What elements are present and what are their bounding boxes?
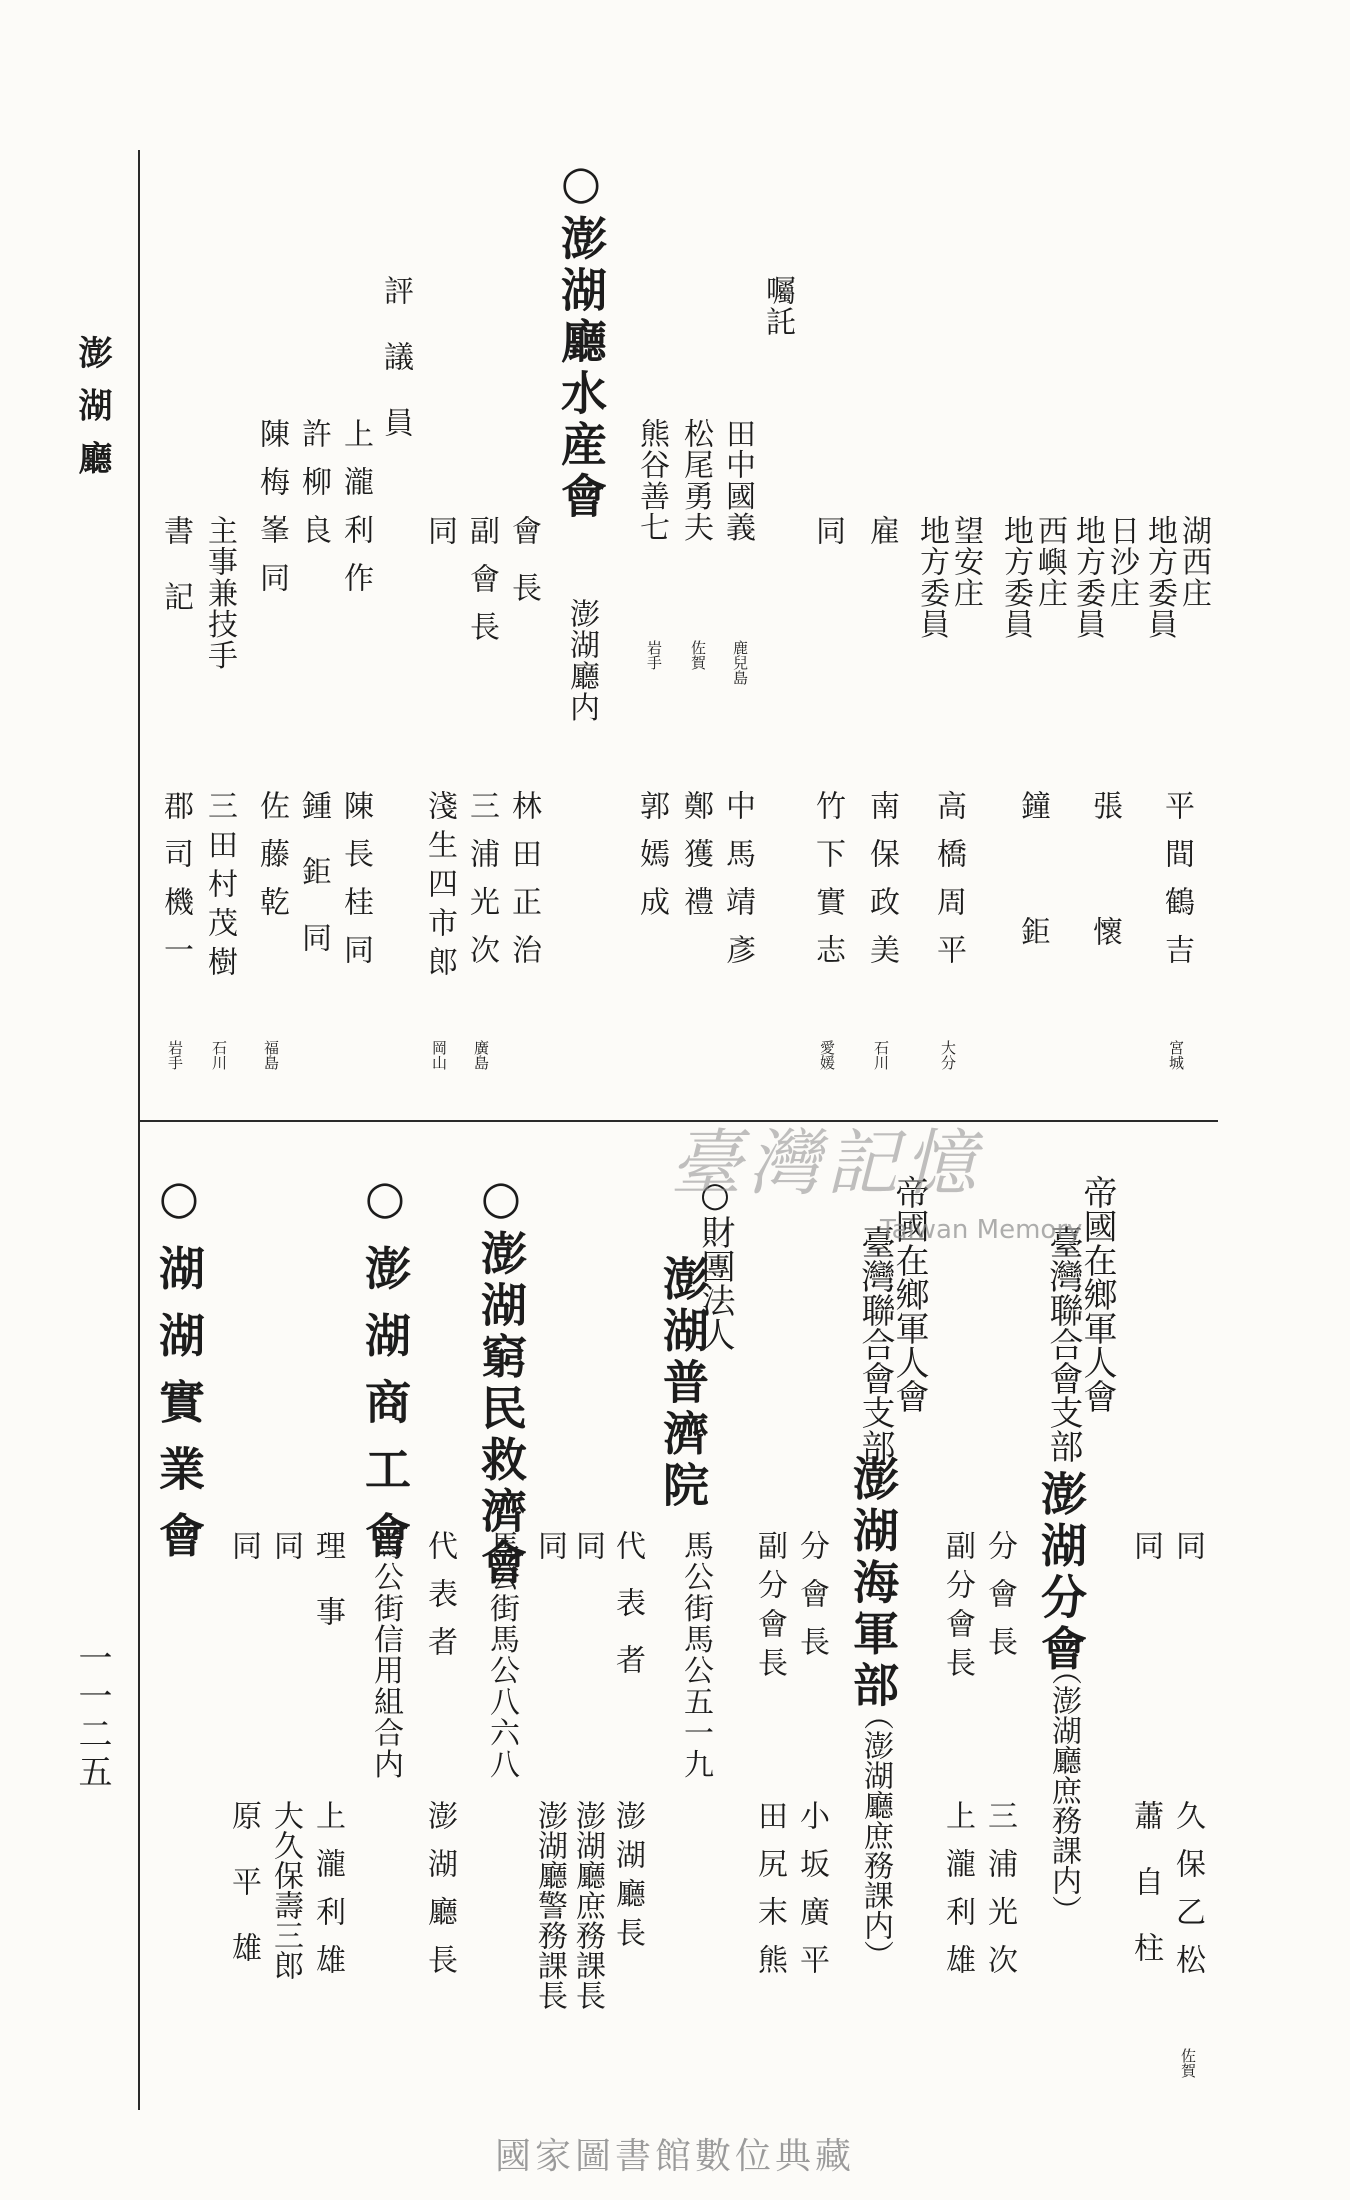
relief-rep-name: 澎湖廳長 — [610, 1800, 645, 1956]
commissioner-role: 地方委員 — [1142, 515, 1177, 640]
councillor-extra: 鍾鉅同 — [296, 790, 331, 988]
same-role: 同 — [810, 515, 845, 547]
councillor-extra: 佐藤乾 — [254, 790, 289, 934]
vice-president-origin: 廣島 — [472, 1040, 490, 1070]
entrusted-heading: 囑託 — [760, 275, 795, 338]
relief-address: 馬公街馬公五一九 — [678, 1530, 713, 1780]
entrusted-name: 熊谷善七 — [634, 418, 669, 543]
councillor-name: 許柳良 — [296, 418, 331, 562]
poor-relief-rep-name: 澎湖廳長 — [422, 1800, 457, 1992]
commissioner-place: 日沙庄 — [1104, 515, 1139, 609]
same-name: 竹下實志 — [810, 790, 845, 982]
left-margin-rule — [138, 150, 140, 2110]
branch-same-origin: 佐賀 — [1179, 2048, 1197, 2078]
vice-president-name: 三浦光次 — [464, 790, 499, 982]
navy-location: （澎湖廳庶務課内） — [858, 1700, 893, 1970]
commissioner-place: 望安庄 — [948, 515, 983, 609]
entrusted-note: 岩手 — [645, 640, 663, 670]
commerce-same-role: 同 — [268, 1530, 303, 1562]
branch-vice-role: 副分會長 — [940, 1530, 975, 1686]
commerce-title: ○澎湖商工會 — [358, 1170, 412, 1579]
fisheries-title: ○澎湖廳水産會 — [554, 155, 608, 524]
commerce-same-name: 大久保壽三郎 — [268, 1800, 303, 1980]
relief-same-name: 澎湖廳警務課長 — [532, 1800, 567, 2010]
commerce-address: 馬公街信用組合内 — [368, 1530, 403, 1780]
entrusted-appointee: 中馬靖彥 — [720, 790, 755, 982]
branch-title-mid: 臺灣聯合會支部 — [1043, 1225, 1083, 1463]
commissioner-origin: 宮城 — [1167, 1040, 1185, 1070]
president-name: 林田正治 — [506, 790, 541, 982]
navy-title-top: 帝國在鄉軍人會 — [889, 1175, 929, 1413]
watermark-logo: 臺灣記憶 — [670, 1121, 983, 1205]
councillor-name: 上瀧利作 — [338, 418, 373, 610]
chief-name: 三田村茂樹 — [202, 790, 237, 985]
entrusted-name: 田中國義 — [720, 418, 755, 543]
chief-origin: 石川 — [210, 1040, 228, 1070]
hired-role: 雇 — [864, 515, 899, 547]
fisheries-location: 澎湖廳内 — [564, 598, 599, 723]
commerce-same-name: 原平雄 — [226, 1800, 261, 1998]
running-title: 澎湖廳 — [72, 335, 112, 494]
councillor-name: 陳梅峯同 — [254, 418, 289, 610]
branch-head-name: 三浦光次 — [982, 1800, 1017, 1992]
same-origin: 岡山 — [430, 1040, 448, 1070]
commissioner-name: 鐘鉅 — [1015, 790, 1050, 1042]
hired-name: 南保政美 — [864, 790, 899, 982]
clerk-origin: 岩手 — [166, 1040, 184, 1070]
commissioner-place: 西嶼庄 — [1032, 515, 1067, 609]
commerce-director-name: 上瀧利雄 — [310, 1800, 345, 1992]
branch-title-top: 帝國在鄉軍人會 — [1077, 1175, 1117, 1413]
entrusted-appointee: 郭嫣成 — [634, 790, 669, 934]
same-name: 淺生四市郎 — [422, 790, 457, 985]
commissioner-name: 張懷 — [1087, 790, 1122, 1042]
page-number: 一一二五 — [72, 1640, 112, 1793]
navy-title-main: 澎湖海軍部 — [846, 1455, 900, 1713]
branch-same-role: 同 — [1170, 1530, 1205, 1562]
commissioner-origin: 大分 — [939, 1040, 957, 1070]
chief-role: 主事兼技手 — [202, 515, 237, 671]
entrusted-appointee: 鄭獲禮 — [678, 790, 713, 934]
relief-title-prefix: ○財團法人 — [695, 1175, 735, 1351]
entrusted-name: 松尾勇夫 — [678, 418, 713, 543]
hired-origin: 石川 — [872, 1040, 890, 1070]
commissioner-name: 高橋周平 — [931, 790, 966, 982]
library-credit: 國家圖書館數位典藏 — [494, 2136, 855, 2177]
poor-relief-title: ○澎湖窮民救濟會 — [474, 1170, 528, 1591]
navy-vice-name: 田尻末熊 — [752, 1800, 787, 1992]
industry-title: ○湖湖實業會 — [152, 1170, 206, 1579]
branch-head-role: 分會長 — [982, 1530, 1017, 1674]
president-role: 會長 — [506, 515, 541, 629]
branch-same-name: 久保乙松 — [1170, 1800, 1205, 1992]
same-origin: 愛媛 — [818, 1040, 836, 1070]
commerce-same-role: 同 — [226, 1530, 261, 1562]
navy-vice-role: 副分會長 — [752, 1530, 787, 1686]
same-role: 同 — [422, 515, 457, 547]
navy-head-role: 分會長 — [794, 1530, 829, 1674]
clerk-role: 書記 — [158, 515, 193, 647]
relief-same-name: 澎湖廳庶務課長 — [570, 1800, 605, 2010]
branch-location: （澎湖廳庶務課内） — [1046, 1655, 1081, 1925]
commissioner-role: 地方委員 — [1070, 515, 1105, 640]
vice-president-role: 副會長 — [464, 515, 499, 659]
relief-same-role: 同 — [532, 1530, 567, 1562]
councillor-extra: 陳長桂同 — [338, 790, 373, 982]
councillor-origin: 福島 — [262, 1040, 280, 1070]
commissioner-role: 地方委員 — [998, 515, 1033, 640]
navy-head-name: 小坂廣平 — [794, 1800, 829, 1992]
commissioner-role: 地方委員 — [914, 515, 949, 640]
branch-vice-name: 上瀧利雄 — [940, 1800, 975, 1992]
branch-title-main: 澎湖分會 — [1034, 1470, 1088, 1677]
commerce-director-role: 理事 — [310, 1530, 345, 1662]
branch-same-name: 蕭自柱 — [1128, 1800, 1163, 1998]
navy-title-mid: 臺灣聯合會支部 — [855, 1225, 895, 1463]
entrusted-note: 佐賀 — [689, 640, 707, 670]
poor-relief-address: 馬公街馬公八六八 — [484, 1530, 519, 1780]
commissioner-place: 湖西庄 — [1176, 515, 1211, 609]
councillor-role: 評議員 — [378, 275, 413, 473]
relief-title-main: 澎湖普濟院 — [656, 1255, 710, 1513]
poor-relief-rep-role: 代表者 — [422, 1530, 457, 1674]
clerk-name: 郡司機一 — [158, 790, 193, 982]
branch-same-role: 同 — [1128, 1530, 1163, 1562]
relief-rep-role: 代表者 — [610, 1530, 645, 1701]
relief-same-role: 同 — [570, 1530, 605, 1562]
entrusted-note: 鹿兒島 — [731, 640, 749, 685]
watermark-subtitle: Taiwan Memory — [880, 1215, 1083, 1245]
commissioner-name: 平間鶴吉 — [1159, 790, 1194, 982]
